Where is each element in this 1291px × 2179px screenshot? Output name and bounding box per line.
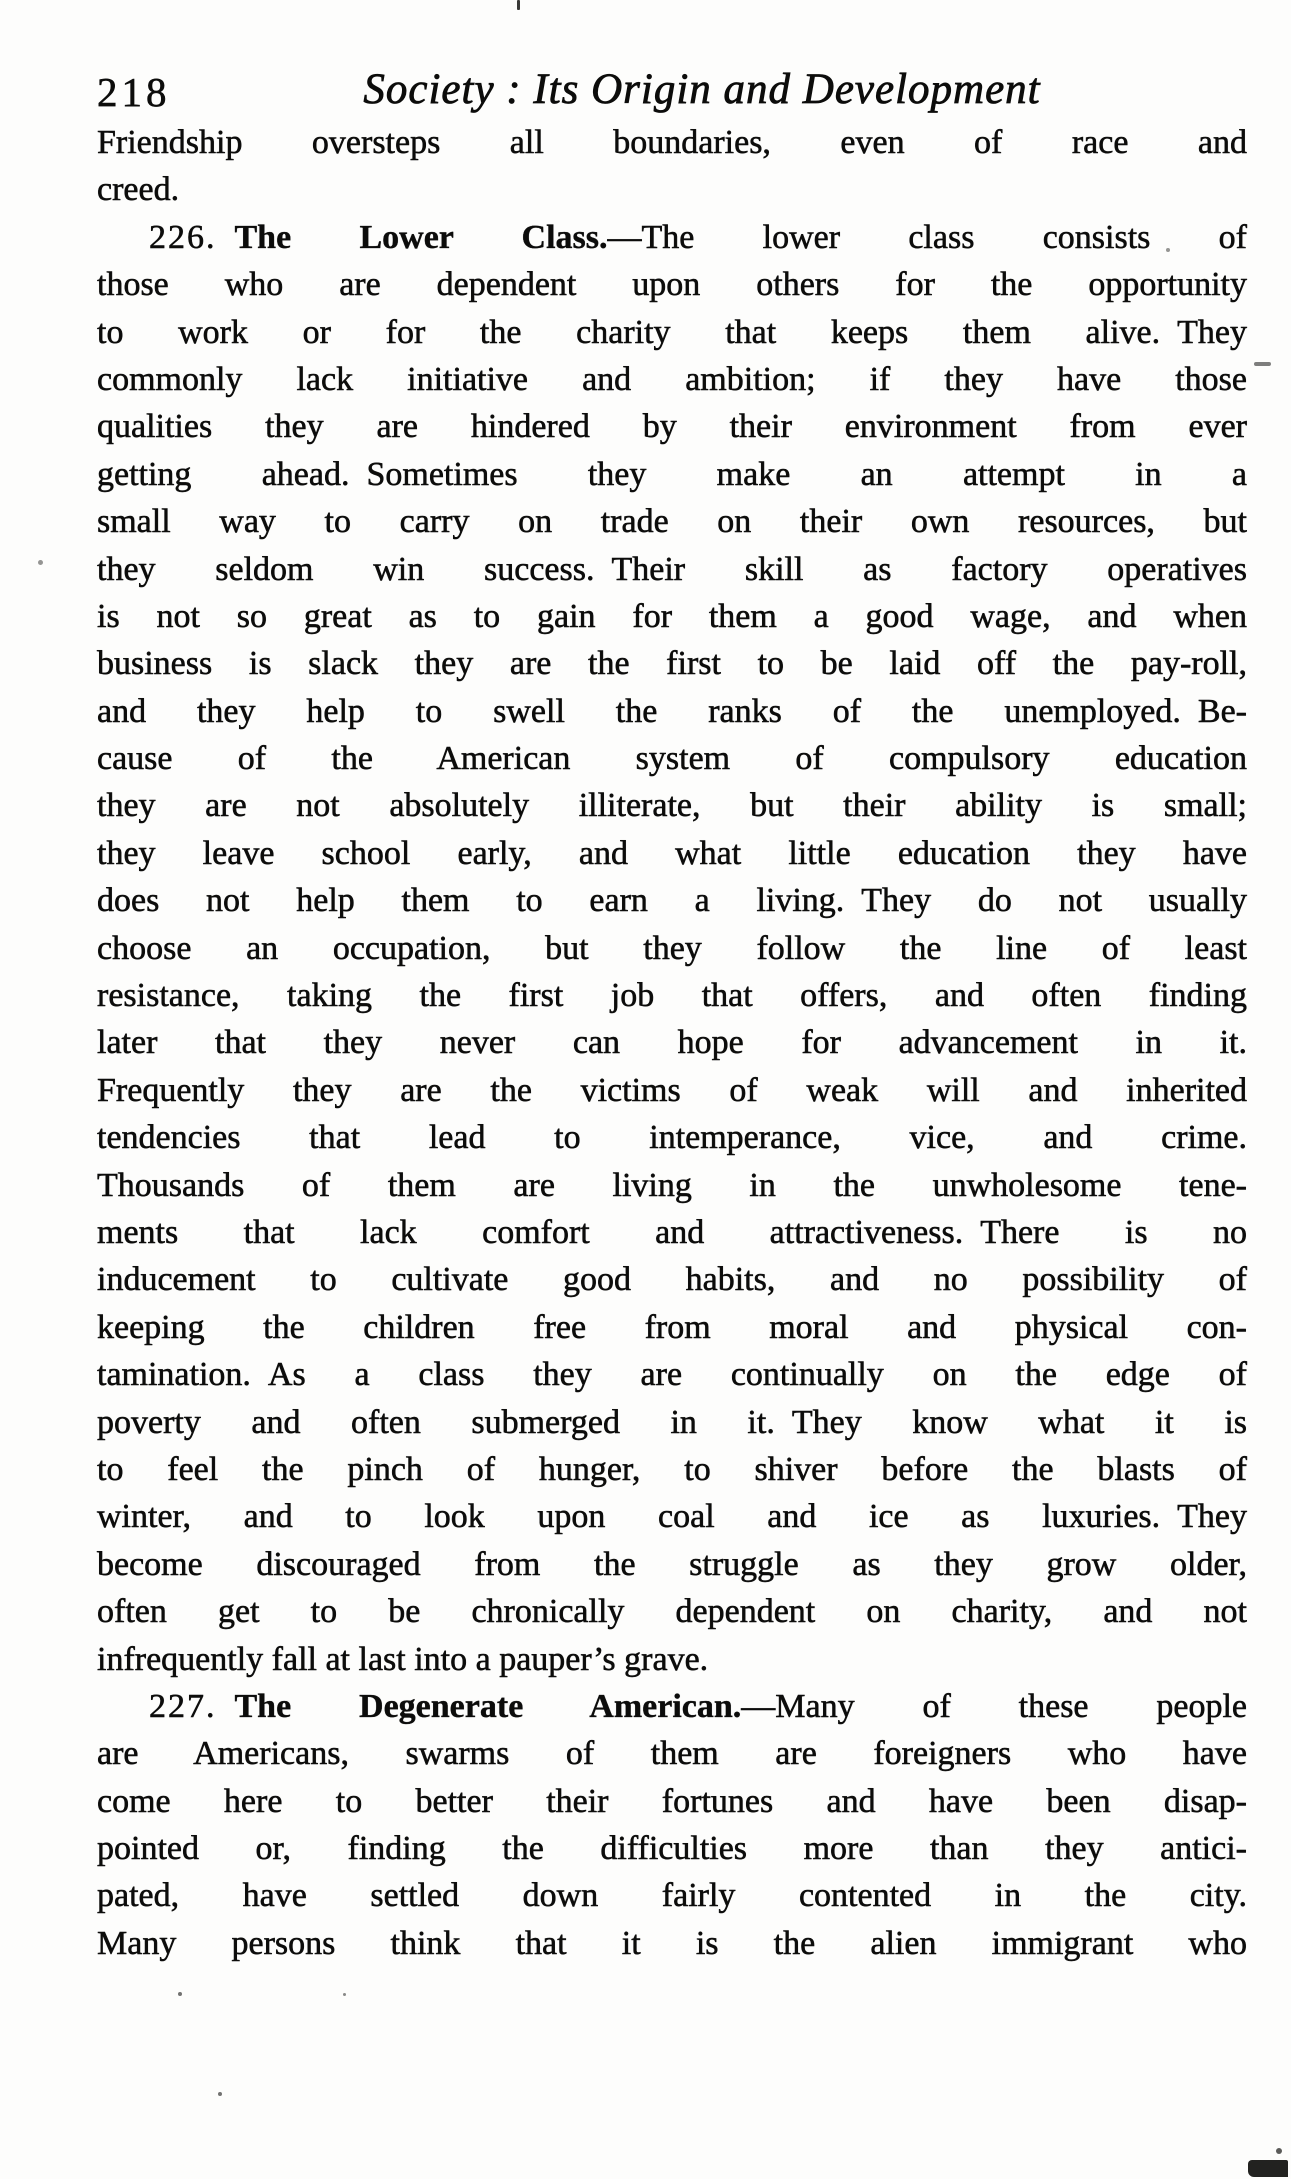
text-line <box>97 1256 1247 1303</box>
text-segment: ments that lack comfort and attractiveness. There is no <box>97 1213 1247 1251</box>
text-line <box>97 214 1247 261</box>
scan-speck <box>343 1993 346 1996</box>
text-line <box>97 1493 1247 1540</box>
text-line <box>97 451 1247 498</box>
text-segment: infrequently fall at last into a pauper’s grave. <box>97 1640 709 1678</box>
text-segment: Thousands of them are living in the unwholesome tene- <box>97 1166 1247 1204</box>
text-segment: commonly lack initiative and ambition; if they have those <box>97 360 1247 398</box>
text-segment: to work or for the charity that keeps them alive. They <box>97 313 1247 351</box>
text-segment: those who are dependent upon others for the opportunity <box>97 266 1247 304</box>
text-line <box>97 166 1247 213</box>
paragraph <box>97 214 1247 1683</box>
scan-speck <box>1166 248 1170 252</box>
text-segment: they leave school early, and what little education they have <box>97 834 1247 872</box>
text-segment: 227. <box>149 1687 217 1725</box>
text-segment: later that they never can hope for advancement in it. <box>97 1024 1247 1062</box>
scan-speck <box>218 2092 222 2096</box>
text-segment: winter, and to look upon coal and ice as luxuries. They <box>97 1498 1247 1536</box>
paragraph <box>97 119 1247 214</box>
text-segment: pointed or, finding the difficulties more than they antici- <box>97 1830 1247 1868</box>
text-line <box>97 1920 1247 1967</box>
text-segment: tendencies that lead to intemperance, vice, and crime. <box>97 1119 1247 1157</box>
text-line <box>97 735 1247 782</box>
text-segment: is not so great as to gain for them a good wage, and when <box>97 597 1247 635</box>
text-line <box>97 119 1247 166</box>
text-line <box>97 1778 1247 1825</box>
text-segment: —The lower class consists of <box>607 218 1247 256</box>
text-segment: they are not absolutely illiterate, but their ability is small; <box>97 787 1247 825</box>
text-segment: become discouraged from the struggle as they grow older, <box>97 1545 1247 1583</box>
text-line <box>97 593 1247 640</box>
text-line <box>97 546 1247 593</box>
text-line <box>97 1446 1247 1493</box>
scan-speck <box>178 1992 182 1996</box>
text-segment: tamination. As a class they are continually on the edge of <box>97 1356 1247 1394</box>
text-segment: creed. <box>97 171 180 209</box>
text-line <box>97 356 1247 403</box>
text-line <box>97 1019 1247 1066</box>
text-line <box>97 925 1247 972</box>
text-column <box>97 119 1247 1967</box>
text-line <box>97 830 1247 877</box>
text-segment: pated, have settled down fairly contented in the city. <box>97 1877 1247 1915</box>
text-segment: inducement to cultivate good habits, and no possibility of <box>97 1261 1247 1299</box>
scan-speck <box>517 0 520 10</box>
text-line <box>97 1683 1247 1730</box>
text-line <box>97 1636 1247 1683</box>
text-line <box>97 403 1247 450</box>
scan-speck <box>38 560 43 565</box>
text-line <box>97 1351 1247 1398</box>
text-segment: poverty and often submerged in it. They know what it is <box>97 1403 1247 1441</box>
running-title: Society : Its Origin and Development <box>363 66 1041 113</box>
text-line <box>97 309 1247 356</box>
paragraph <box>97 1683 1247 1967</box>
text-line <box>97 972 1247 1019</box>
scan-speck <box>1276 2148 1282 2154</box>
text-line <box>97 688 1247 735</box>
section-heading: The Degenerate American. <box>234 1687 742 1725</box>
text-line <box>97 261 1247 308</box>
text-line <box>97 498 1247 545</box>
text-line <box>97 640 1247 687</box>
text-line <box>97 1067 1247 1114</box>
text-segment: to feel the pinch of hunger, to shiver before the blasts of <box>97 1450 1247 1488</box>
scan-speck <box>1254 362 1271 366</box>
text-segment: Friendship oversteps all boundaries, even of race and <box>97 124 1247 161</box>
text-segment: often get to be chronically dependent on charity, and not <box>97 1593 1247 1631</box>
page-header <box>97 62 1247 118</box>
text-segment: resistance, taking the first job that offers, and often finding <box>97 977 1247 1015</box>
text-segment: does not help them to earn a living. They do not usually <box>97 882 1247 920</box>
text-segment: 226. <box>149 218 217 256</box>
text-segment: are Americans, swarms of them are foreigners who have <box>97 1735 1247 1773</box>
text-line <box>97 1399 1247 1446</box>
text-line <box>97 877 1247 924</box>
text-line <box>97 1872 1247 1919</box>
scan-speck <box>1248 2160 1288 2177</box>
text-segment: cause of the American system of compulsory education <box>97 740 1247 778</box>
text-segment: come here to better their fortunes and have been disap- <box>97 1782 1247 1820</box>
section-heading: The Lower Class. <box>234 218 608 256</box>
text-segment: Many persons think that it is the alien immigrant who <box>97 1924 1247 1962</box>
text-segment: keeping the children free from moral and physical con- <box>97 1308 1247 1346</box>
text-line <box>97 1114 1247 1161</box>
text-segment: qualities they are hindered by their environment from ever <box>97 408 1247 446</box>
text-line <box>97 1730 1247 1777</box>
text-line <box>97 1304 1247 1351</box>
text-segment: getting ahead. Sometimes they make an attempt in a <box>97 455 1247 493</box>
text-segment: —Many of these people <box>741 1687 1248 1725</box>
text-segment: choose an occupation, but they follow the line of least <box>97 929 1247 967</box>
text-line <box>97 1162 1247 1209</box>
text-line <box>97 1588 1247 1635</box>
text-line <box>97 1209 1247 1256</box>
text-line <box>97 1541 1247 1588</box>
text-line <box>97 782 1247 829</box>
page-number: 218 <box>97 69 171 115</box>
text-segment: small way to carry on trade on their own resources, but <box>97 503 1247 541</box>
text-segment: business is slack they are the first to be laid off the pay-roll, <box>97 645 1247 683</box>
text-segment: and they help to swell the ranks of the unemployed. Be- <box>97 692 1247 730</box>
text-line <box>97 1825 1247 1872</box>
text-segment: they seldom win success. Their skill as factory operatives <box>97 550 1247 588</box>
text-segment: Frequently they are the victims of weak will and inherited <box>97 1071 1247 1109</box>
